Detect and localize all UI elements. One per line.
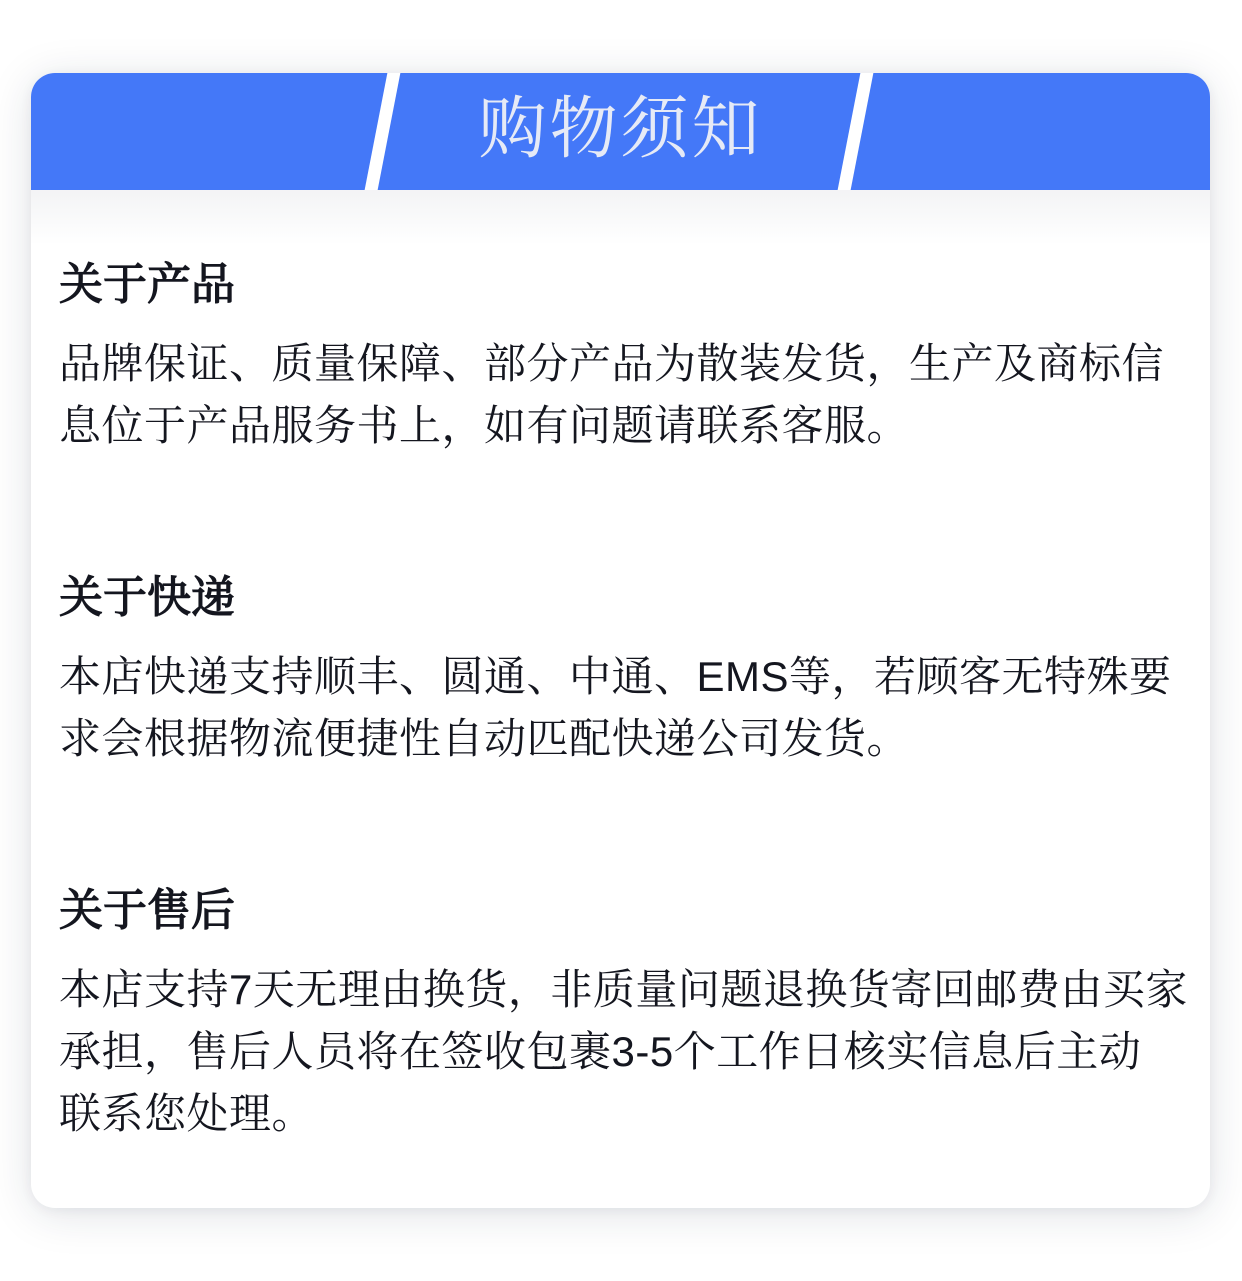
body-line: 联系您处理。	[59, 1090, 315, 1137]
notice-content	[31, 258, 1210, 1208]
section-about-aftersales	[59, 884, 1188, 1145]
section-heading: 关于售后	[59, 886, 235, 935]
body-line: 息位于产品服务书上，如有问题请联系客服。	[59, 402, 910, 449]
section-heading: 关于产品	[59, 260, 235, 309]
section-body	[59, 646, 1182, 770]
banner-slash-left-icon	[362, 73, 402, 190]
banner	[31, 73, 1210, 190]
body-line: 本店快递支持顺丰、圆通、中通、EMS等，若顾客无特殊要	[59, 653, 1172, 700]
section-about-product	[59, 258, 1182, 457]
body-line: 承担，售后人员将在签收包裹3-5个工作日核实信息后主动	[59, 1028, 1142, 1075]
section-heading: 关于快递	[59, 573, 235, 622]
shopping-notice-card	[31, 73, 1210, 1208]
banner-shadow-gradient	[31, 190, 1210, 245]
banner-title: 购物须知	[478, 91, 763, 167]
banner-slash-right-icon	[835, 73, 875, 190]
section-body	[59, 959, 1188, 1145]
section-about-shipping	[59, 571, 1182, 770]
body-line: 求会根据物流便捷性自动匹配快递公司发货。	[59, 715, 910, 762]
body-line: 品牌保证、质量保障、部分产品为散装发货，生产及商标信	[59, 340, 1165, 387]
body-line: 本店支持7天无理由换货，非质量问题退换货寄回邮费由买家	[59, 966, 1188, 1013]
section-body	[59, 333, 1182, 457]
